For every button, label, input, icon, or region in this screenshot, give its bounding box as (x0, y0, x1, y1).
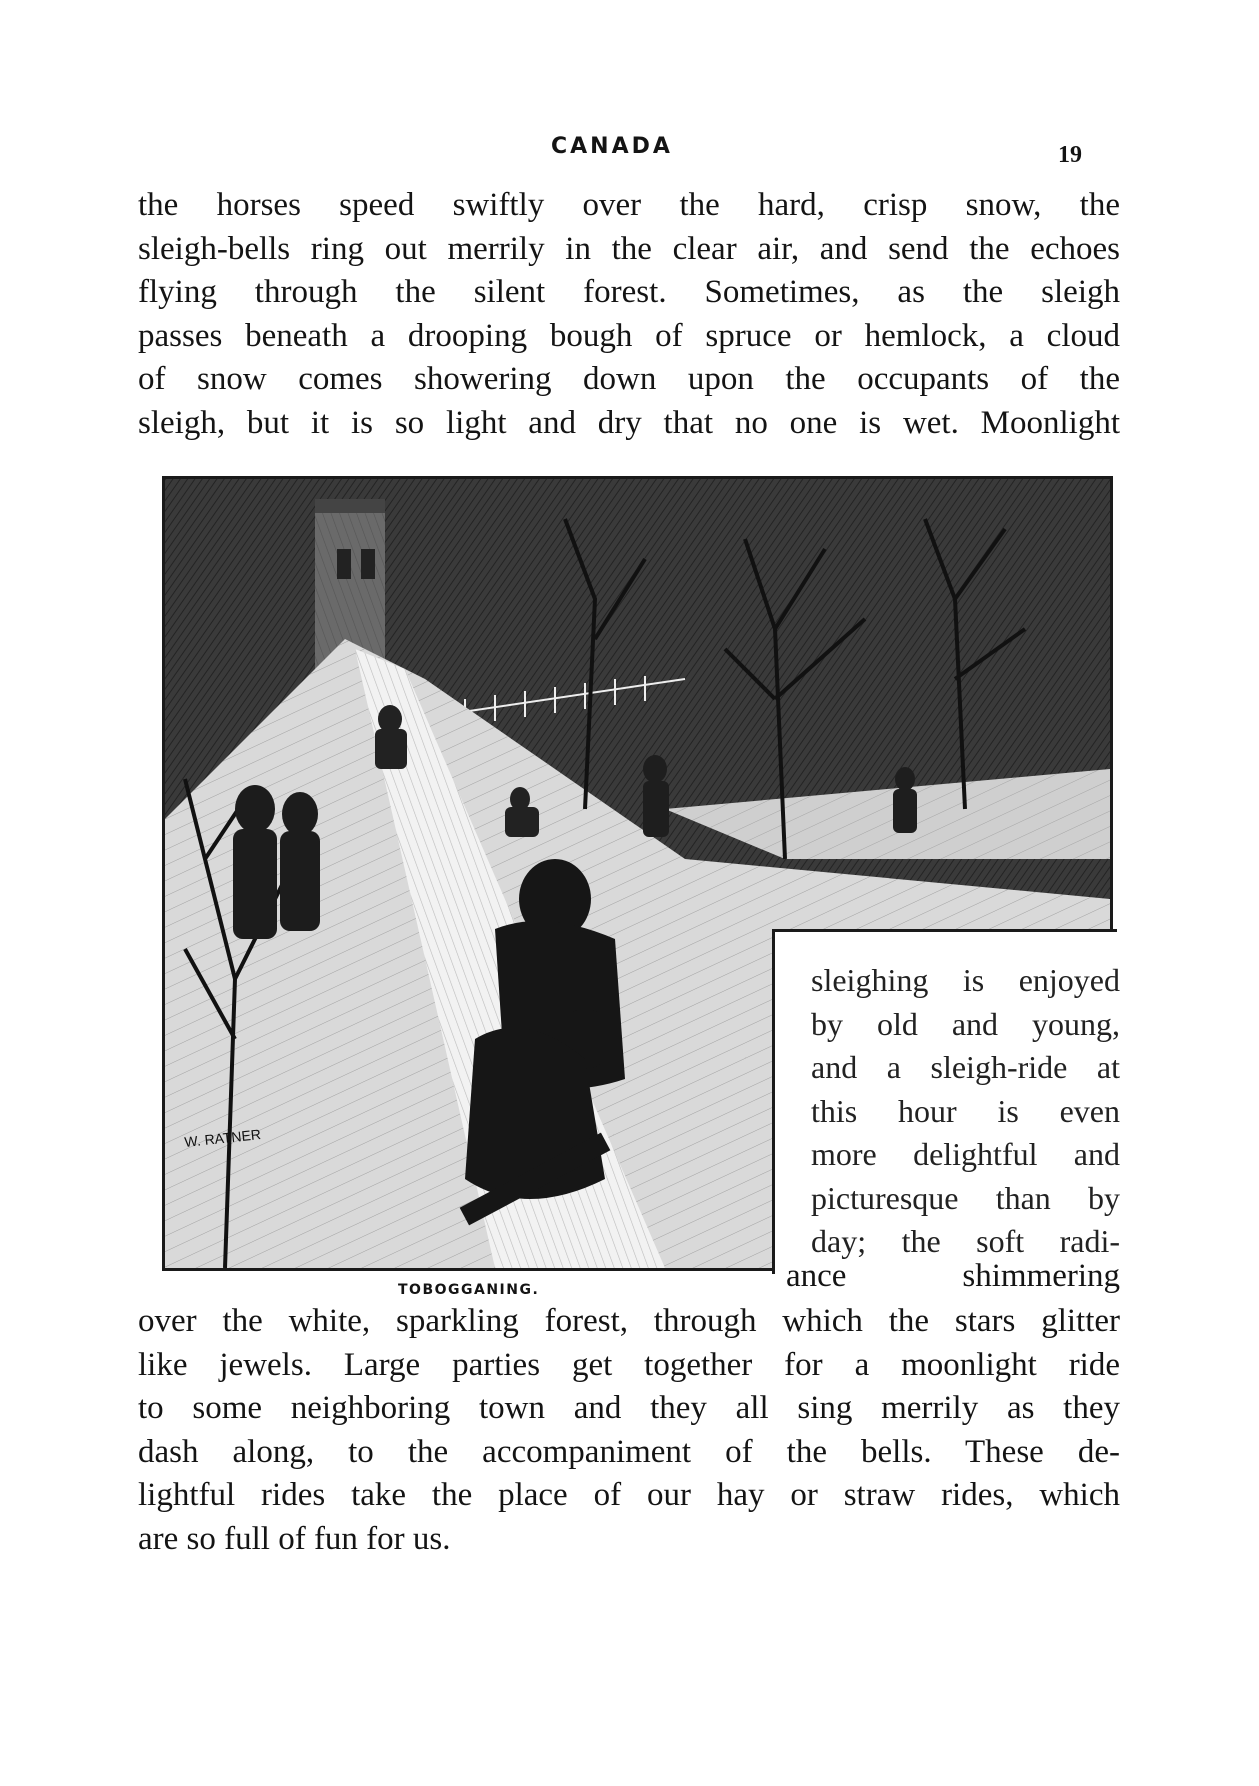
text-line: dash along, to the accompaniment of the bells. These de- (138, 1433, 1120, 1470)
text-line: the horses speed swiftly over the hard, crisp snow, the (138, 187, 1120, 223)
text-line: flying through the silent forest. Sometimes, as the sleigh (138, 274, 1120, 310)
side-line: more delightful and (811, 1136, 1120, 1172)
side-line: by old and young, (811, 1005, 1120, 1042)
text-line: sleigh-bells ring out merrily in the clear air, and send the echoes (138, 230, 1120, 267)
side-column-text (811, 959, 1120, 1264)
side-line: day; the soft radi- (811, 1223, 1120, 1259)
side-line: picturesque than by (811, 1179, 1120, 1216)
text-line: are so full of fun for us. (138, 1520, 451, 1557)
text-line: lightful rides take the place of our hay or straw rides, which (138, 1477, 1120, 1513)
text-line: like jewels. Large parties get together for a moonlight ride (138, 1346, 1120, 1383)
artist-signature: W. RATNER (183, 1126, 262, 1150)
side-line: this hour is even (811, 1092, 1120, 1129)
side-line: sleighing is enjoyed (811, 962, 1120, 998)
text-line: to some neighboring town and they all sing merrily as they (138, 1390, 1120, 1426)
running-title: CANADA (551, 134, 673, 159)
text-line: of snow comes showering down upon the occupants of the (138, 361, 1120, 397)
paragraph-top (138, 184, 1120, 445)
paragraph-bottom (138, 1300, 1120, 1561)
side-last-line: ance shimmering (786, 1258, 1120, 1294)
side-line: and a sleigh-ride at (811, 1049, 1120, 1085)
text-line: passes beneath a drooping bough of spruce or hemlock, a cloud (138, 317, 1120, 354)
page-number: 19 (1058, 142, 1082, 168)
text-line: over the white, sparkling forest, through which the stars glitter (138, 1303, 1120, 1339)
text-line: sleigh, but it is so light and dry that no one is wet. Moonlight (138, 404, 1120, 441)
running-head (0, 134, 1259, 174)
figure-caption: TOBOGGANING. (398, 1282, 540, 1298)
